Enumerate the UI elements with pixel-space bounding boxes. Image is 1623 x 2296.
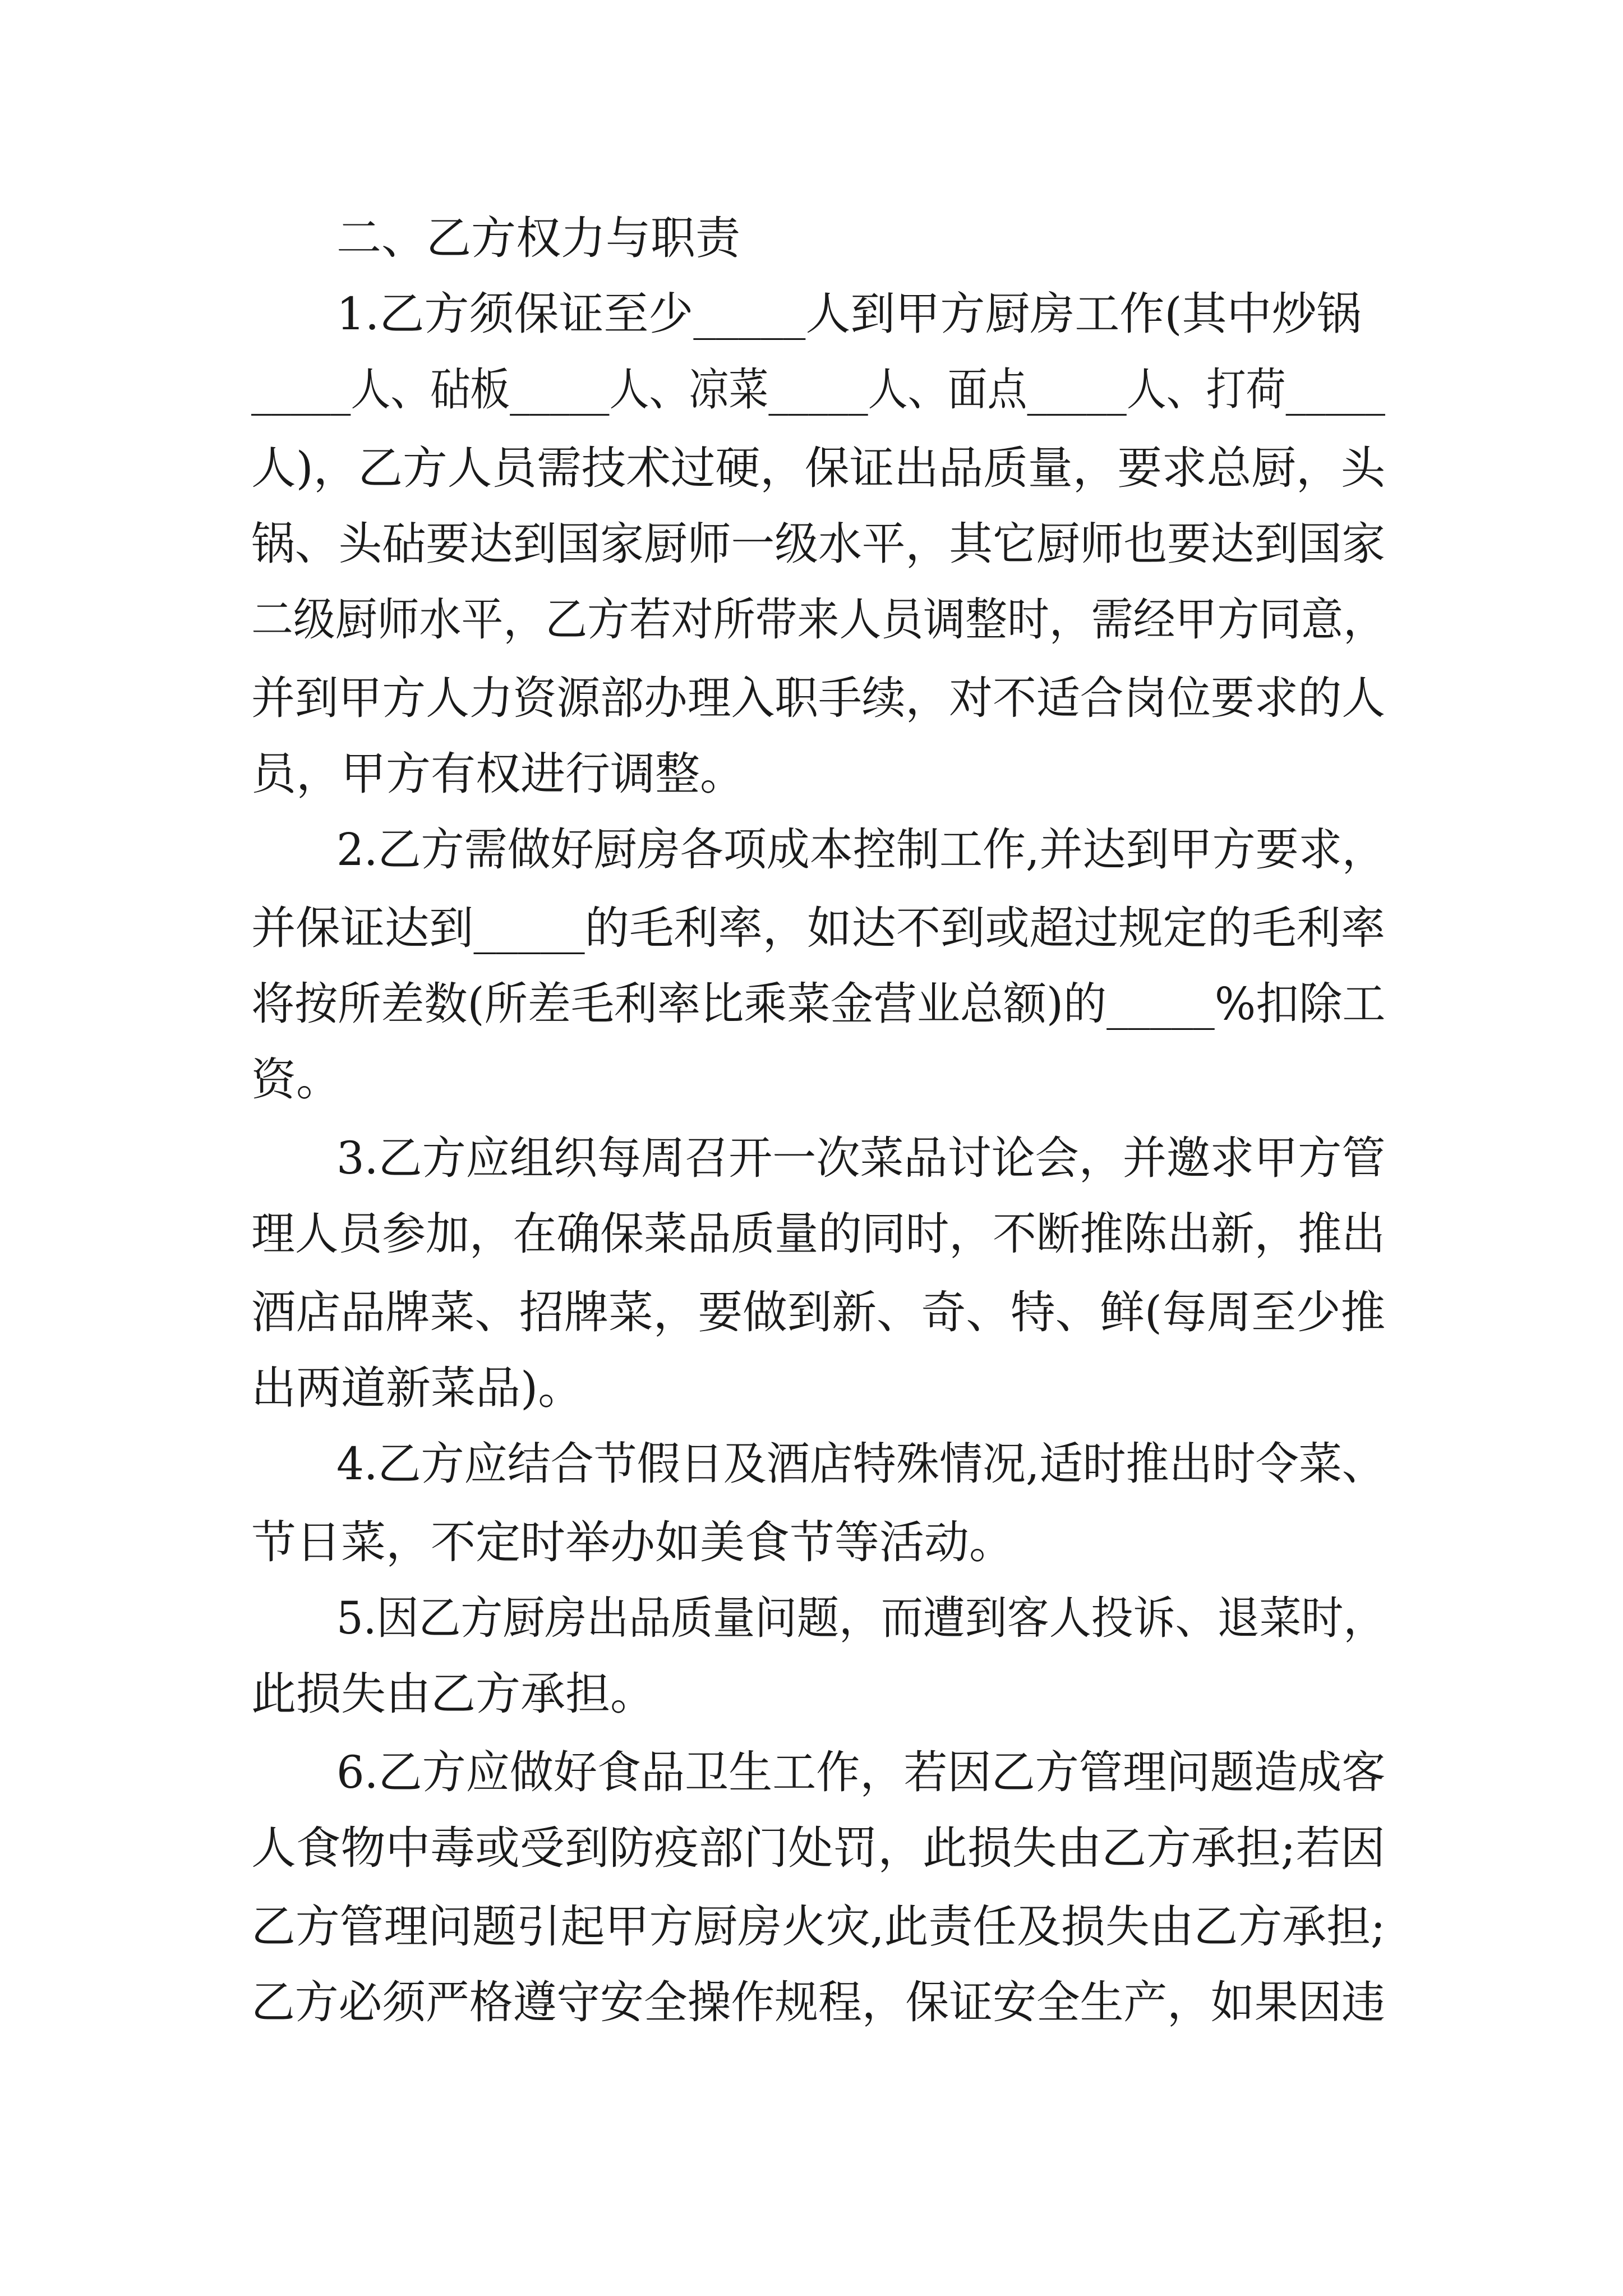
paragraph-line: 员，甲方有权进行调整。 — [251, 748, 745, 800]
paragraph-line: 6.乙方应做好食品卫生工作，若因乙方管理问题造成客 — [336, 1746, 1386, 1798]
paragraph-line: 3.乙方应组织每周召开一次菜品讨论会，并邀求甲方管 — [336, 1132, 1386, 1184]
paragraph-line: 并到甲方人力资源部办理入职手续，对不适合岗位要求的人 — [251, 672, 1385, 724]
paragraph-line: 乙方必须严格遵守安全操作规程，保证安全生产，如果因违 — [251, 1976, 1385, 2028]
paragraph-line: 1.乙方须保证至少_____人到甲方厨房工作(其中炒锅 — [336, 288, 1362, 340]
paragraph-line: 乙方管理问题引起甲方厨房火灾,此责任及损失由乙方承担; — [251, 1901, 1386, 1953]
paragraph-line: 资。 — [251, 1053, 341, 1106]
paragraph-line: 锅、头砧要达到国家厨师一级水平，其它厨师也要达到国家 — [251, 518, 1385, 570]
paragraph-line: 5.因乙方厨房出品质量问题，而遭到客人投诉、退菜时， — [336, 1592, 1386, 1644]
paragraph-line: 2.乙方需做好厨房各项成本控制工作,并达到甲方要求， — [336, 823, 1385, 876]
paragraph-line: 4.乙方应结合节假日及酒店特殊情况,适时推出时令菜、 — [336, 1438, 1385, 1490]
section-heading: 二、乙方权力与职责 — [336, 212, 740, 264]
paragraph-line: 理人员参加，在确保菜品质量的同时，不断推陈出新，推出 — [251, 1208, 1385, 1260]
paragraph-line: 将按所差数(所差毛利率比乘菜金营业总额)的_____%扣除工 — [251, 978, 1386, 1030]
paragraph-line: 人食物中毒或受到防疫部门处罚，此损失由乙方承担;若因 — [251, 1822, 1385, 1874]
paragraph-line: 二级厨师水平，乙方若对所带来人员调整时，需经甲方同意， — [251, 593, 1385, 646]
paragraph-line: 节日菜，不定时举办如美食节等活动。 — [251, 1516, 1014, 1568]
paragraph-line: 并保证达到_____的毛利率，如达不到或超过规定的毛利率 — [251, 902, 1385, 954]
paragraph-line: _____人、砧板_____人、凉菜_____人、面点_____人、打荷_____ — [251, 364, 1385, 416]
paragraph-line: 人)，乙方人员需技术过硬，保证出品质量，要求总厨，头 — [251, 442, 1386, 494]
paragraph-line: 出两道新菜品)。 — [251, 1362, 583, 1414]
paragraph-line: 酒店品牌菜、招牌菜，要做到新、奇、特、鲜(每周至少推 — [251, 1286, 1386, 1338]
paragraph-line: 此损失由乙方承担。 — [251, 1668, 655, 1720]
